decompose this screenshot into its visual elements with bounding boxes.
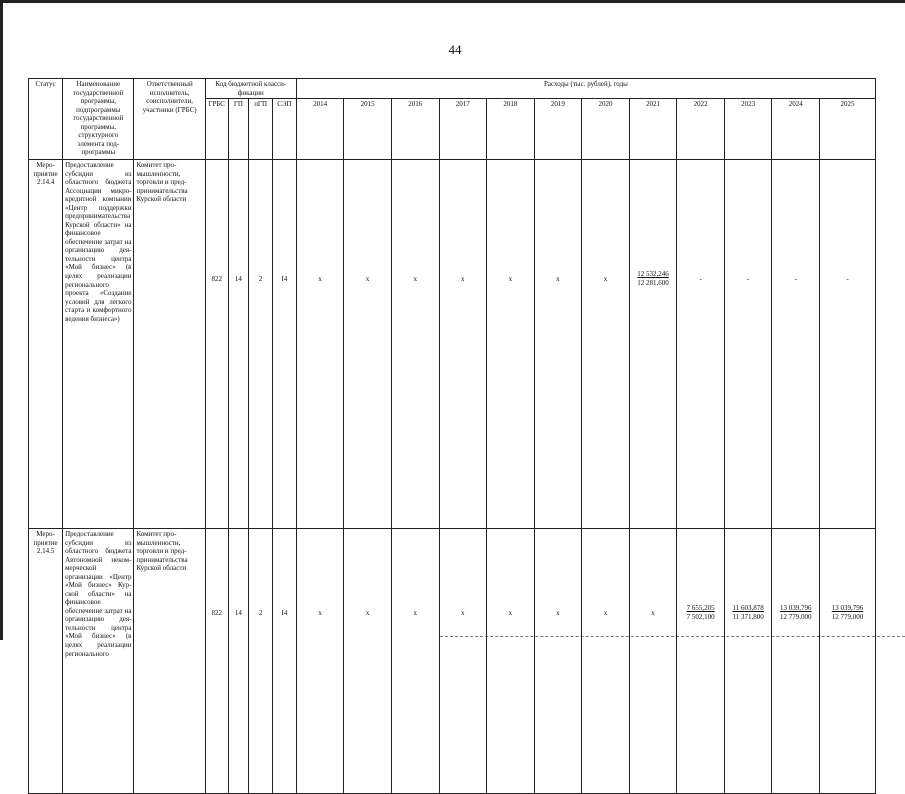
header-year: 2025 — [820, 99, 876, 160]
header-expenses-group: Расходы (тыс. рублей), годы — [296, 79, 875, 99]
value-text: х — [651, 609, 655, 618]
row-value — [344, 160, 392, 529]
row-value — [487, 160, 535, 529]
value-text: х — [461, 275, 465, 284]
header-year: 2023 — [724, 99, 772, 160]
row-value — [534, 160, 582, 529]
row-value — [629, 160, 677, 529]
value-total: 7 655,205 — [686, 604, 715, 613]
row-code-sep: I4 — [273, 160, 297, 529]
table-row — [29, 529, 876, 794]
value-text: х — [556, 609, 560, 618]
row-code-sep: I4 — [273, 529, 297, 794]
value-federal: 12 779,000 — [779, 612, 812, 621]
value-total: 13 039,796 — [779, 604, 812, 613]
row-value — [724, 529, 772, 794]
row-value — [344, 529, 392, 794]
table-row — [29, 160, 876, 529]
row-name: Предоставление субсидии из областного бюджета Автономной некоммерческой организации «Центр «Мой бизнес» Курской области» на финансовое обеспечение затрат на организацию деятельности центра «Мой бизнес» (в целях реализации регионального — [63, 529, 134, 794]
row-value — [439, 160, 487, 529]
scan-edge-left — [0, 0, 3, 640]
value-text: х — [365, 275, 370, 284]
row-code-pgp: 2 — [249, 529, 273, 794]
value-total: 12 532,246 — [637, 270, 669, 279]
budget-table — [28, 78, 876, 794]
header-code-grbs: ГРБС — [205, 99, 228, 160]
header-code-group: Код бюджетной классификации — [205, 79, 296, 99]
value-federal: 12 281,600 — [637, 278, 669, 287]
row-value — [677, 529, 725, 794]
row-responsible: Комитет промышленности, торговли и предпринимательства Курской области — [134, 160, 205, 529]
header-year: 2014 — [296, 99, 344, 160]
header-year: 2020 — [582, 99, 630, 160]
row-code-grbs: 822 — [205, 529, 228, 794]
value-text: - — [699, 275, 702, 284]
value-federal: 7 502,100 — [686, 612, 715, 621]
header-year: 2017 — [439, 99, 487, 160]
row-value — [582, 529, 630, 794]
row-value — [772, 160, 820, 529]
header-code-sep: СЭП — [273, 99, 297, 160]
row-responsible: Комитет промышленности, торговли и предпринимательства Курской области — [134, 529, 205, 794]
row-code-gp: 14 — [228, 160, 249, 529]
header-code-gp: ГП — [228, 99, 249, 160]
row-value — [391, 529, 439, 794]
header-year: 2021 — [629, 99, 677, 160]
header-year: 2022 — [677, 99, 725, 160]
row-value — [391, 160, 439, 529]
row-value — [296, 160, 344, 529]
header-code-pgp: пГП — [249, 99, 273, 160]
row-value — [487, 529, 535, 794]
value-federal: 12 779,000 — [831, 612, 864, 621]
row-value — [439, 529, 487, 794]
row-value — [677, 160, 725, 529]
value-text: х — [365, 609, 370, 618]
row-value — [724, 160, 772, 529]
row-name: Предоставление субсидии из областного бюджета Ассоциации микрокредитной компании «Центр поддержки предпринимательства Курской области» на финансовое обеспечение затрат на организацию деятельности центра «Мой бизнес» (в целях реализации регионального проекта «Создание условий для легкого старта и комфортного ведения бизнеса») — [63, 160, 134, 529]
header-year: 2015 — [344, 99, 392, 160]
row-value — [820, 529, 876, 794]
row-value — [296, 529, 344, 794]
page-number: 44 — [448, 42, 462, 57]
value-text: х — [318, 275, 322, 284]
header-year: 2016 — [391, 99, 439, 160]
value-text: х — [461, 609, 465, 618]
value-text: х — [318, 609, 322, 618]
value-text: - — [794, 275, 797, 284]
row-status: Мероприятие 2.14.4 — [29, 160, 63, 529]
header-year: 2024 — [772, 99, 820, 160]
header-year: 2018 — [487, 99, 535, 160]
row-code-grbs: 822 — [205, 160, 228, 529]
row-value — [582, 160, 630, 529]
value-text: - — [747, 275, 750, 284]
value-total: 13 039,796 — [831, 604, 864, 613]
row-code-gp: 14 — [228, 529, 249, 794]
header-row-top — [29, 79, 876, 99]
value-text: х — [556, 275, 560, 284]
row-code-pgp: 2 — [249, 160, 273, 529]
value-text: х — [508, 275, 513, 284]
header-status: Статус — [29, 79, 63, 160]
value-text: х — [413, 609, 417, 618]
scan-edge-top — [0, 0, 905, 3]
value-text: х — [603, 609, 608, 618]
row-value — [772, 529, 820, 794]
value-text: х — [603, 275, 608, 284]
value-total: 11 603,878 — [732, 604, 764, 613]
row-value — [534, 529, 582, 794]
value-text: х — [413, 275, 417, 284]
value-text: - — [846, 275, 849, 284]
header-responsible: Ответственный исполнитель, соисполнители, участники (ГРБС) — [134, 79, 205, 160]
row-value — [629, 529, 677, 794]
value-text: х — [508, 609, 513, 618]
header-name: Наименование государственной программы, подпрограммы государственной программы, структурного элемента подпрограммы — [63, 79, 134, 160]
header-year: 2019 — [534, 99, 582, 160]
row-value — [820, 160, 876, 529]
row-status: Мероприятие 2.14.5 — [29, 529, 63, 794]
value-federal: 11 371,800 — [732, 612, 764, 621]
